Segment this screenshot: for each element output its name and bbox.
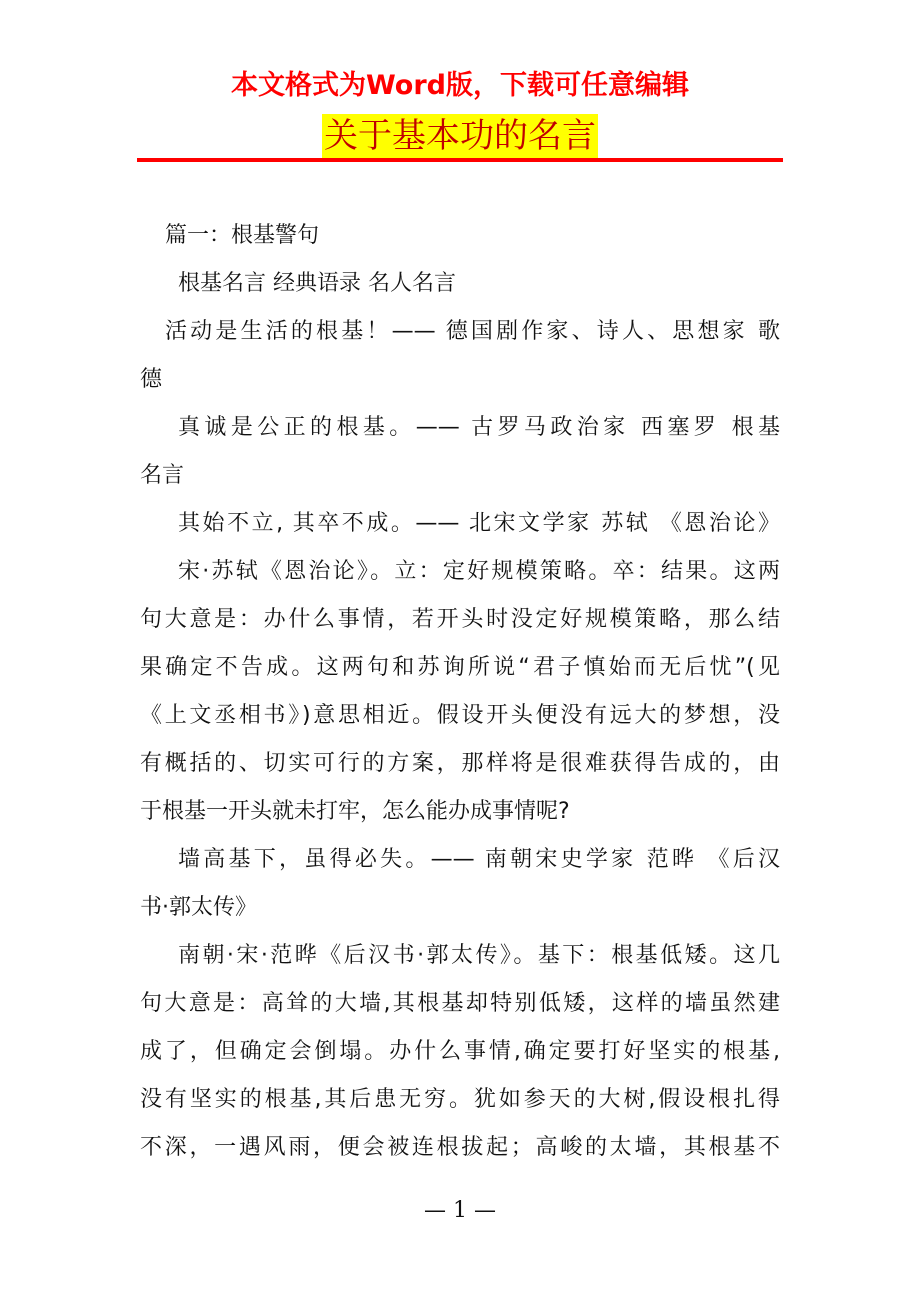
text-line: 墙高基下，虽得必失。—— 南朝宋史学家 范晔 《后汉 — [178, 847, 780, 872]
text-line: 根基名言 经典语录 名人名言 — [178, 271, 456, 296]
title-wrapper — [0, 114, 920, 158]
text-line: 活动是生活的根基！—— 德国剧作家、诗人、思想家 歌 — [165, 319, 780, 344]
text-line: 宋·苏轼《恩治论》。立：定好规模策略。卒：结果。这两 — [178, 559, 780, 584]
text-line: 名言 — [140, 463, 185, 488]
text-line: 书·郭太传》 — [140, 895, 257, 920]
text-line: 成了，但确定会倒塌。办什么事情,确定要打好坚实的根基, — [140, 1039, 780, 1064]
text-line: 果确定不告成。这两句和苏询所说“君子慎始而无后忧”(见 — [140, 655, 780, 680]
page-number: — 1 — — [424, 1198, 496, 1223]
document-body — [140, 212, 780, 1172]
text-line: 有概括的、切实可行的方案，那样将是很难获得告成的，由 — [140, 751, 780, 776]
section-heading: 篇一：根基警句 — [165, 223, 320, 248]
text-line: 没有坚实的根基,其后患无穷。犹如参天的大树,假设根扎得 — [140, 1087, 780, 1112]
text-line: 德 — [140, 367, 163, 392]
header-divider — [137, 158, 783, 162]
text-line: 句大意是：高耸的大墙,其根基却特别低矮，这样的墙虽然建 — [140, 991, 780, 1016]
text-line: 句大意是：办什么事情，若开头时没定好规模策略，那么结 — [140, 607, 780, 632]
text-line: 不深，一遇风雨，便会被连根拔起；高峻的太墙，其根基不 — [140, 1135, 780, 1160]
text-line: 于根基一开头就未打牢，怎么能办成事情呢? — [140, 799, 570, 824]
text-line: 其始不立, 其卒不成。—— 北宋文学家 苏轼 《恩治论》 — [178, 511, 780, 536]
text-line: 南朝·宋·范晔《后汉书·郭太传》。基下：根基低矮。这几 — [178, 943, 780, 968]
text-line: 《上文丞相书》)意思相近。假设开头便没有远大的梦想，没 — [140, 703, 780, 728]
document-title: 关于基本功的名言 — [324, 116, 596, 156]
format-notice: 本文格式为Word版，下载可任意编辑 — [230, 70, 689, 101]
text-line: 真诚是公正的根基。—— 古罗马政治家 西塞罗 根基 — [178, 415, 780, 440]
